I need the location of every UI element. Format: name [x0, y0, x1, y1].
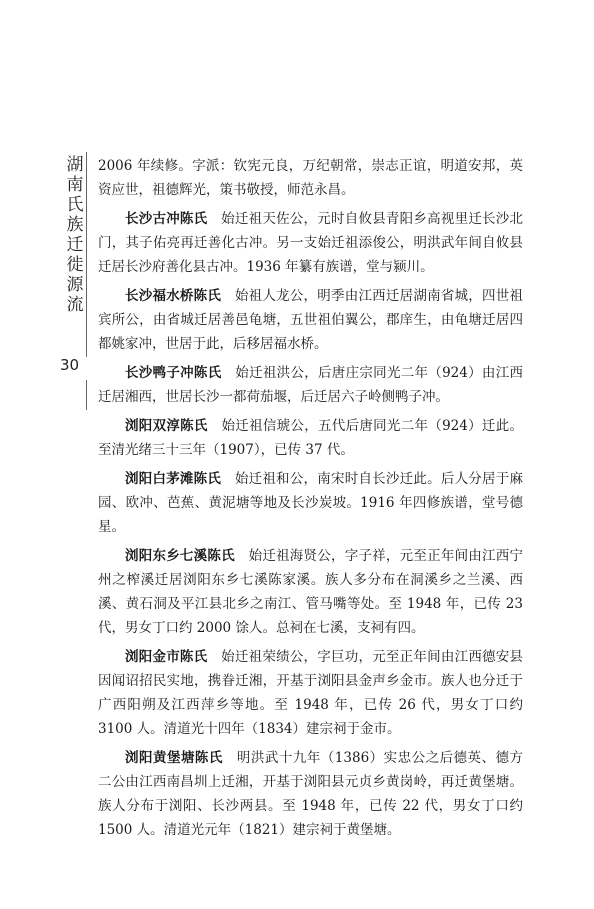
clan-heading: 浏阳东乡七溪陈氏	[125, 548, 235, 564]
running-title-char: 族	[66, 215, 84, 235]
clan-heading: 浏阳双淳陈氏	[125, 418, 208, 434]
running-title	[65, 155, 85, 315]
paragraph	[98, 154, 523, 202]
paragraph-text: 始迁祖天佐公，元时自攸县青阳乡高视里迁长沙北门，其子佑亮再迁善化古冲。另一支始迁祖添俊公，明洪武年间自攸县迁居长沙府善化县古冲。1936 年纂有族谱，堂与颍川。	[98, 211, 524, 275]
running-title-char: 徙	[66, 255, 84, 275]
clan-heading: 长沙福水桥陈氏	[125, 288, 222, 304]
paragraph-text: 2006 年续修。字派：钦宪元良，万纪朝常，崇志正谊，明道安邦，英资应世，祖德辉光，策书敬授，师范永昌。	[98, 158, 523, 198]
clan-heading: 浏阳黄堡塘陈氏	[125, 750, 223, 766]
paragraph	[98, 207, 523, 279]
paragraph	[98, 284, 523, 356]
paragraph	[98, 467, 523, 539]
paragraph	[98, 746, 523, 842]
paragraph	[98, 414, 523, 462]
body-text	[98, 154, 523, 847]
paragraph-text: 始祖人龙公，明季由江西迁居湖南省城，四世祖宾所公，由省城迁居善邑龟塘，五世祖伯翼公，郡庠生，由龟塘迁居四都姚家冲，世居于此，后移居福水桥。	[98, 288, 523, 352]
running-title-char: 迁	[66, 235, 84, 255]
paragraph-text: 明洪武十九年（1386）实忠公之后德英、德方二公由江西南昌圳上迁湘，开基于浏阳县元贞乡黄岗岭，再迁黄堡塘。族人分布于浏阳、长沙两县。至 1948 年，已传 22 代，男女丁口约 1500 人。清道光元年（1821）建宗祠于黄堡塘。	[98, 750, 523, 838]
page-number: 30	[60, 356, 80, 374]
margin-rule	[86, 380, 87, 410]
running-title-char: 湖	[66, 155, 84, 175]
paragraph-text: 始迁祖和公，南宋时自长沙迁此。后人分居于麻园、欧冲、芭蕉、黄泥塘等地及长沙炭坡。1916 年四修族谱，堂号德星。	[98, 471, 523, 535]
paragraph	[98, 544, 523, 640]
paragraph	[98, 645, 523, 741]
running-title-char: 氏	[66, 195, 84, 215]
clan-heading: 长沙鸭子冲陈氏	[125, 365, 222, 381]
clan-heading: 浏阳金市陈氏	[125, 649, 208, 665]
paragraph-text: 始迁祖海贤公，字子祥，元至正年间由江西宁州之榨溪迁居浏阳东乡七溪陈家溪。族人多分布在洞溪乡之兰溪、西溪、黄石洞及平江县北乡之南江、管马嘴等处。至 1948 年，已传 23 代，男女丁口约 2000 馀人。总祠在七溪，支祠有四。	[98, 548, 524, 636]
paragraph-text: 始迁祖荣绩公，字巨功，元至正年间由江西德安县因闻诏招民实地，携眷迁湘，开基于浏阳县金声乡金市。族人也分迁于广西阳朔及江西萍乡等地。至 1948 年，已传 26 代，男女丁口约 3100 人。清道光十四年（1834）建宗祠于金市。	[98, 649, 524, 737]
running-title-char: 流	[66, 295, 84, 315]
clan-heading: 浏阳白茅滩陈氏	[125, 471, 222, 487]
running-title-char: 南	[66, 175, 84, 195]
margin-rule	[86, 152, 87, 357]
clan-heading: 长沙古冲陈氏	[125, 211, 208, 227]
paragraph-text: 始迁祖洪公，后唐庄宗同光二年（924）由江西迁居湘西，世居长沙一都荷茄堰，后迁居六子岭侧鸭子冲。	[98, 365, 523, 405]
running-title-char: 源	[66, 275, 84, 295]
paragraph	[98, 361, 523, 409]
paragraph-text: 始迁祖信琥公，五代后唐同光二年（924）迁此。至清光绪三十三年（1907），已传 37 代。	[98, 418, 523, 458]
